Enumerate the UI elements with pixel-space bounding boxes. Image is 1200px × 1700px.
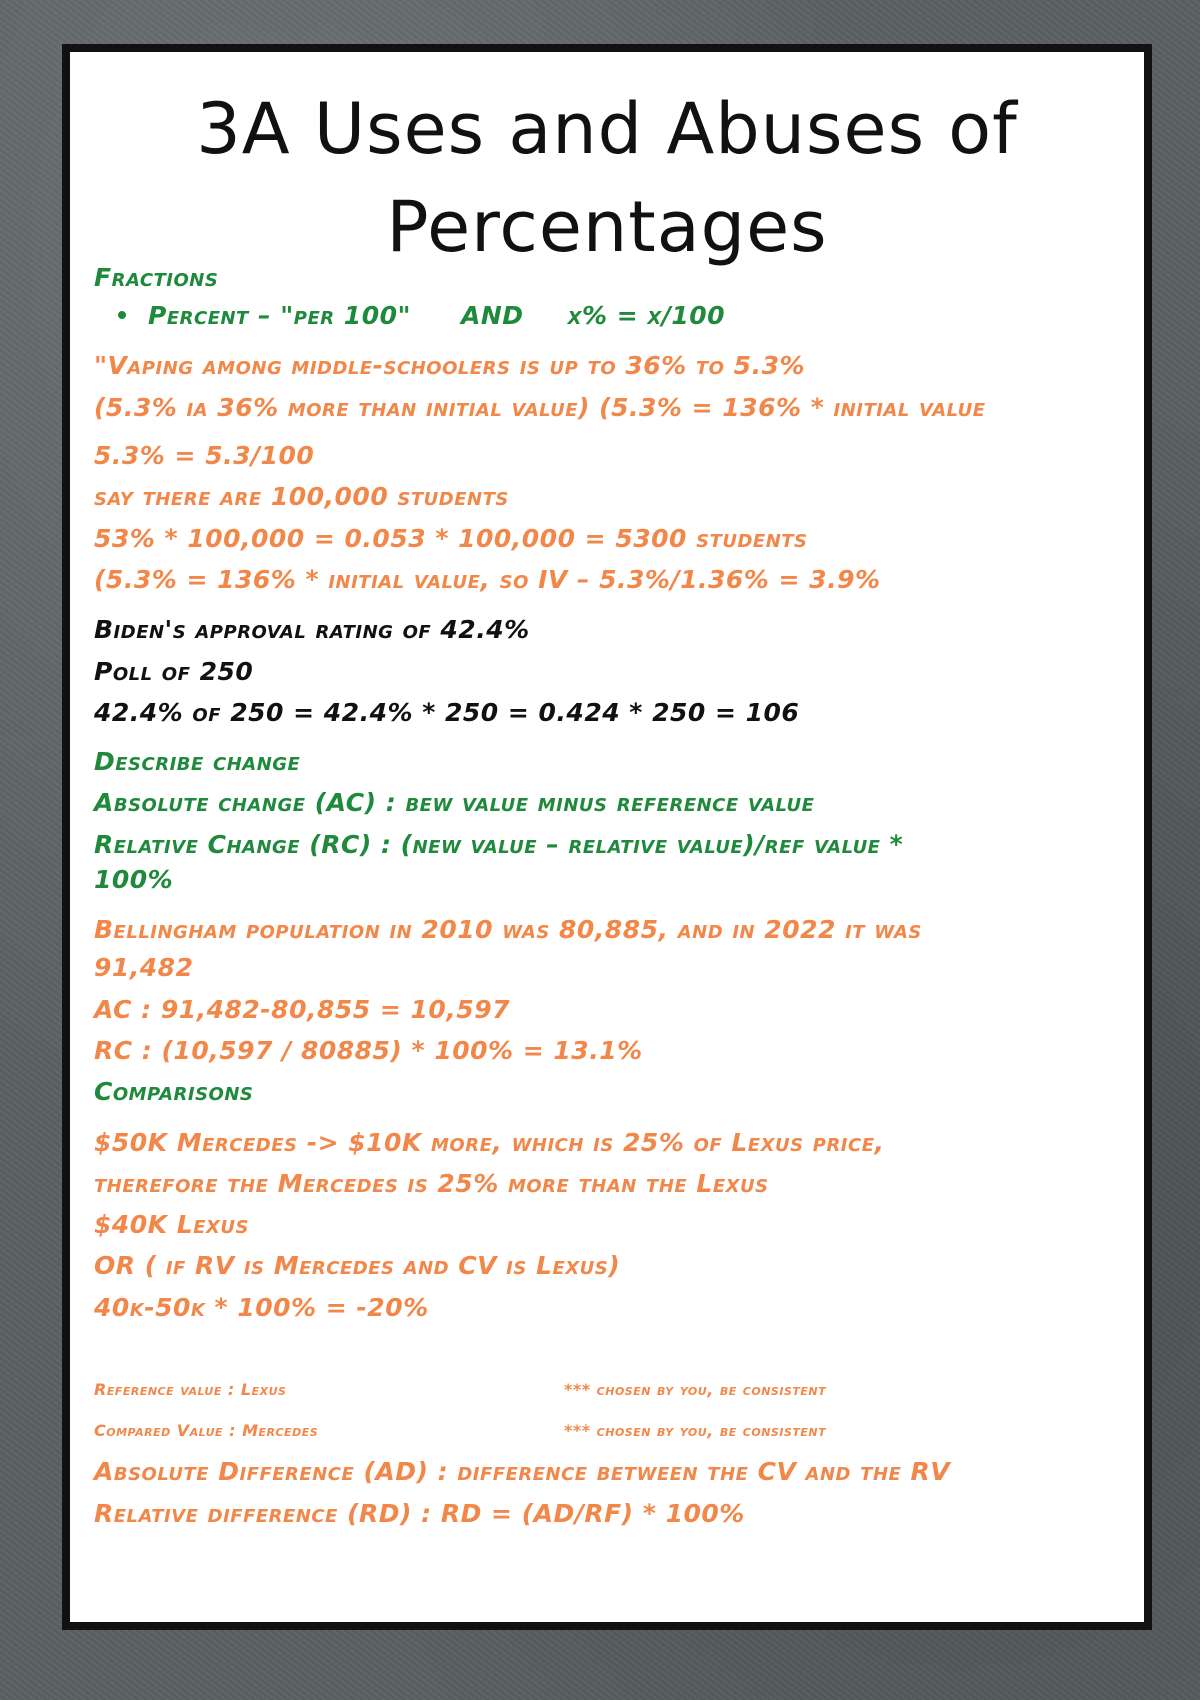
- biden-line-1: Biden's approval rating of 42.4%: [94, 615, 530, 644]
- biden-line-2: Poll of 250: [94, 657, 254, 686]
- bellingham-line-4: RC : (10,597 / 80885) * 100% = 13.1%: [94, 1036, 643, 1065]
- and-word: AND: [461, 301, 524, 330]
- reference-value-row: [94, 1374, 1134, 1406]
- relative-change-def-2: 100%: [94, 865, 174, 894]
- fractions-bullet: [94, 300, 725, 332]
- comparisons-heading: Comparisons: [94, 1077, 254, 1106]
- bellingham-line-1: Bellingham population in 2010 was 80,885, and in 2022 it was: [94, 915, 922, 944]
- vaping-line-1: "Vaping among middle-schoolers is up to 36% to 5.3%: [94, 351, 806, 380]
- biden-line-3: 42.4% of 250 = 42.4% * 250 = 0.424 * 250 = 106: [94, 698, 800, 727]
- comparisons-line-3: $40K Lexus: [94, 1210, 249, 1239]
- note-card: [62, 44, 1152, 1630]
- bellingham-line-3: AC : 91,482-80,855 = 10,597: [94, 995, 510, 1024]
- vaping-line-6: (5.3% = 136% * initial value, so IV – 5.3%/1.36% = 3.9%: [94, 565, 881, 594]
- reference-value-note: *** chosen by you, be consistent: [564, 1380, 827, 1399]
- relative-difference-def: Relative difference (RD) : RD = (AD/RF) * 100%: [94, 1499, 745, 1528]
- comparisons-line-5: 40k-50k * 100% = -20%: [94, 1293, 429, 1322]
- vaping-line-2: (5.3% ia 36% more than initial value) (5.3% = 136% * initial value: [94, 393, 986, 422]
- compared-value-label: Compared Value : Mercedes: [94, 1421, 319, 1440]
- reference-value-label: Reference value : Lexus: [94, 1380, 287, 1399]
- fractions-heading: Fractions: [94, 263, 219, 292]
- absolute-change-def: Absolute change (AC) : bew value minus reference value: [94, 788, 815, 817]
- bullet-dot: [118, 311, 126, 319]
- title-line-1: 3A Uses and Abuses of: [196, 88, 1018, 170]
- comparisons-line-1: $50K Mercedes -> $10K more, which is 25% of Lexus price,: [94, 1128, 885, 1157]
- comparisons-line-2: therefore the Mercedes is 25% more than the Lexus: [94, 1169, 769, 1198]
- bellingham-line-2: 91,482: [94, 953, 194, 982]
- relative-change-def-1: Relative Change (RC) : (new value – relative value)/ref value *: [94, 830, 904, 859]
- percent-formula: x% = x/100: [567, 301, 726, 330]
- compared-value-row: [94, 1415, 1134, 1447]
- percent-term: Percent – "per 100": [148, 301, 412, 330]
- page-title: [70, 80, 1144, 276]
- title-line-2: Percentages: [386, 186, 828, 268]
- vaping-line-4: say there are 100,000 students: [94, 482, 509, 511]
- vaping-line-3: 5.3% = 5.3/100: [94, 441, 315, 470]
- change-heading: Describe change: [94, 747, 301, 776]
- comparisons-line-4: OR ( if RV is Mercedes and CV is Lexus): [94, 1251, 621, 1280]
- absolute-difference-def: Absolute Difference (AD) : difference between the CV and the RV: [94, 1457, 951, 1486]
- vaping-line-5: 53% * 100,000 = 0.053 * 100,000 = 5300 students: [94, 524, 808, 553]
- compared-value-note: *** chosen by you, be consistent: [564, 1421, 827, 1440]
